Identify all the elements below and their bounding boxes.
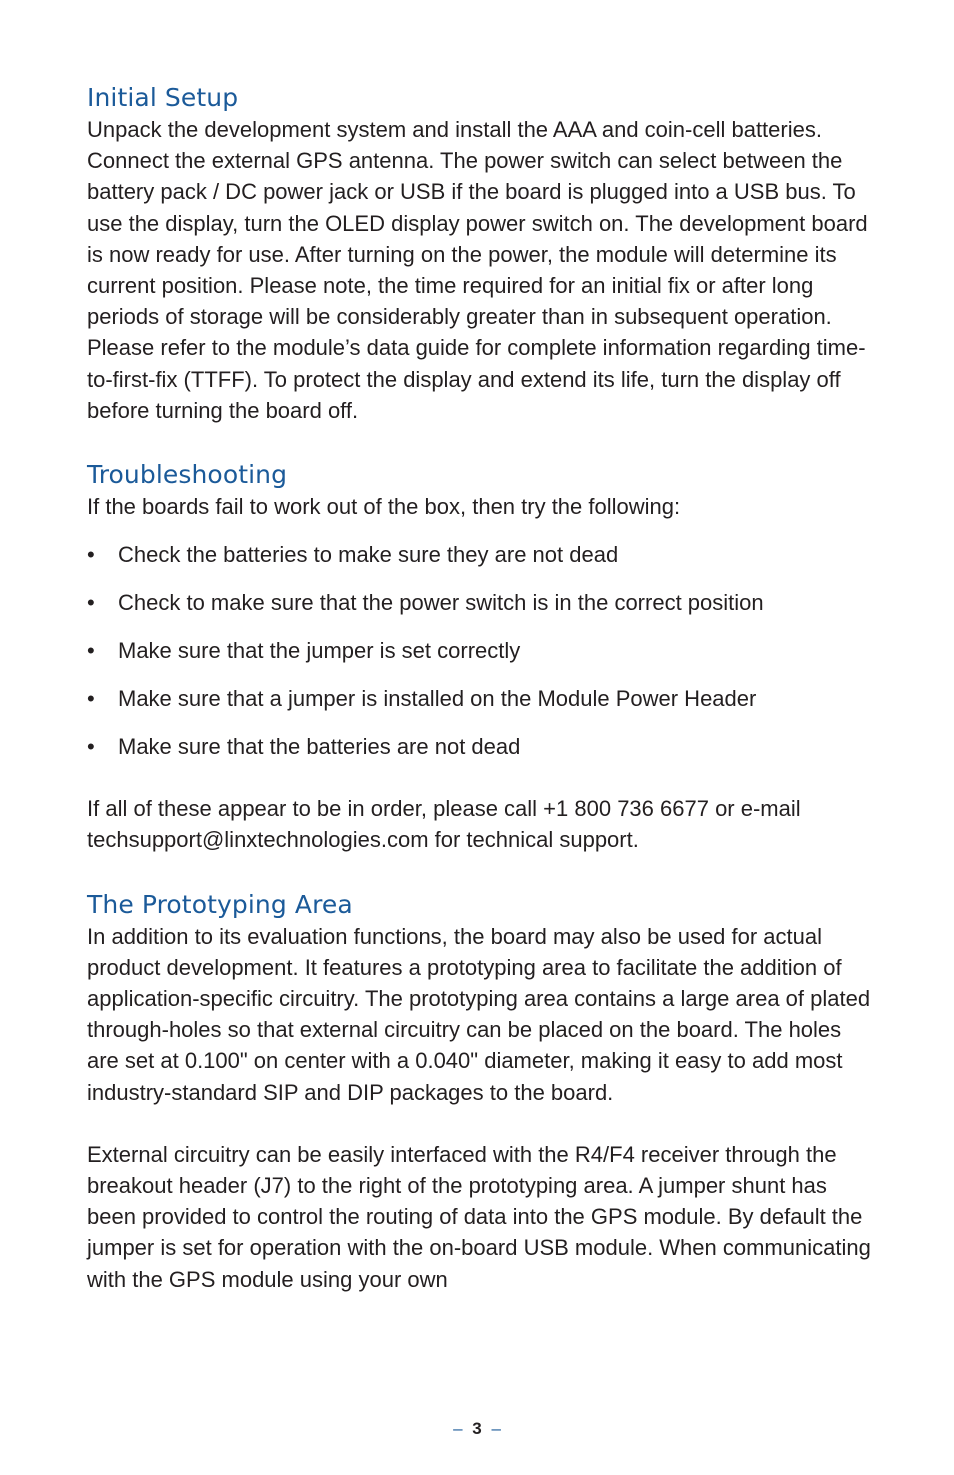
initial-setup-body: Unpack the development system and install the AAA and coin-cell batteries. Connect the external GPS antenna. The power switch can select between the battery pack / DC power jack or USB if the board is plugged into a USB bus. To use the display, turn the OLED display power switch on. The development board is now ready for use. After turning on the power, the module will determine its current position. Please note, the time required for an initial fix or after long periods of storage will be considerably greater than in subsequent operation. Please refer to the module’s data guide for complete information regarding time-to-first-fix (TTFF). To protect the display and extend its life, turn the display off before turning the board off. — [87, 117, 868, 423]
list-item — [87, 539, 872, 570]
list-item — [87, 683, 872, 714]
section-prototyping-area — [87, 889, 872, 1295]
footer-dash-right: – — [491, 1419, 501, 1438]
section-troubleshooting — [87, 459, 872, 856]
section-initial-setup — [87, 82, 872, 426]
list-item — [87, 635, 872, 666]
list-item-text: Make sure that a jumper is installed on the Module Power Header — [118, 686, 757, 712]
page-content — [87, 82, 872, 1295]
list-item-text: Make sure that the jumper is set correctly — [118, 638, 521, 664]
list-item-text: Check to make sure that the power switch is in the correct position — [118, 590, 764, 616]
list-item — [87, 587, 872, 618]
bullet-dot: • — [87, 590, 95, 616]
troubleshooting-closing: If all of these appear to be in order, please call +1 800 736 6677 or e-mail techsupport@linxtechnologies.com for technical support. — [87, 796, 801, 853]
page-number: 3 — [472, 1419, 482, 1438]
bullet-dot: • — [87, 638, 95, 664]
list-item-text: Check the batteries to make sure they are not dead — [118, 542, 619, 568]
bullet-dot: • — [87, 542, 95, 568]
footer-dash-left: – — [453, 1419, 463, 1438]
bullet-dot: • — [87, 734, 95, 760]
list-item-text: Make sure that the batteries are not dead — [118, 734, 521, 760]
heading-troubleshooting: Troubleshooting — [87, 460, 288, 490]
troubleshooting-intro: If the boards fail to work out of the box, then try the following: — [87, 494, 681, 520]
troubleshooting-list — [87, 539, 872, 762]
heading-initial-setup: Initial Setup — [87, 83, 239, 112]
prototyping-body-1: In addition to its evaluation functions, the board may also be used for actual product development. It features a prototyping area to facilitate the addition of application-specific circuitry. The prototyping area contains a large area of plated through-holes so that external circuitry can be placed on the board. The holes are set at 0.100" on center with a 0.040" diameter, making it easy to add most industry-standard SIP and DIP packages to the board. — [87, 923, 871, 1105]
list-item — [87, 731, 872, 762]
prototyping-body-2: External circuitry can be easily interfaced with the R4/F4 receiver through the breakout header (J7) to the right of the prototyping area. A jumper shunt has been provided to control the routing of data into the GPS module. By default the jumper is set for operation with the on-board USB module. When communicating with the GPS module using your own — [87, 1141, 871, 1292]
heading-prototyping-area: The Prototyping Area — [87, 889, 353, 919]
bullet-dot: • — [87, 686, 95, 712]
page-footer — [0, 1417, 954, 1441]
